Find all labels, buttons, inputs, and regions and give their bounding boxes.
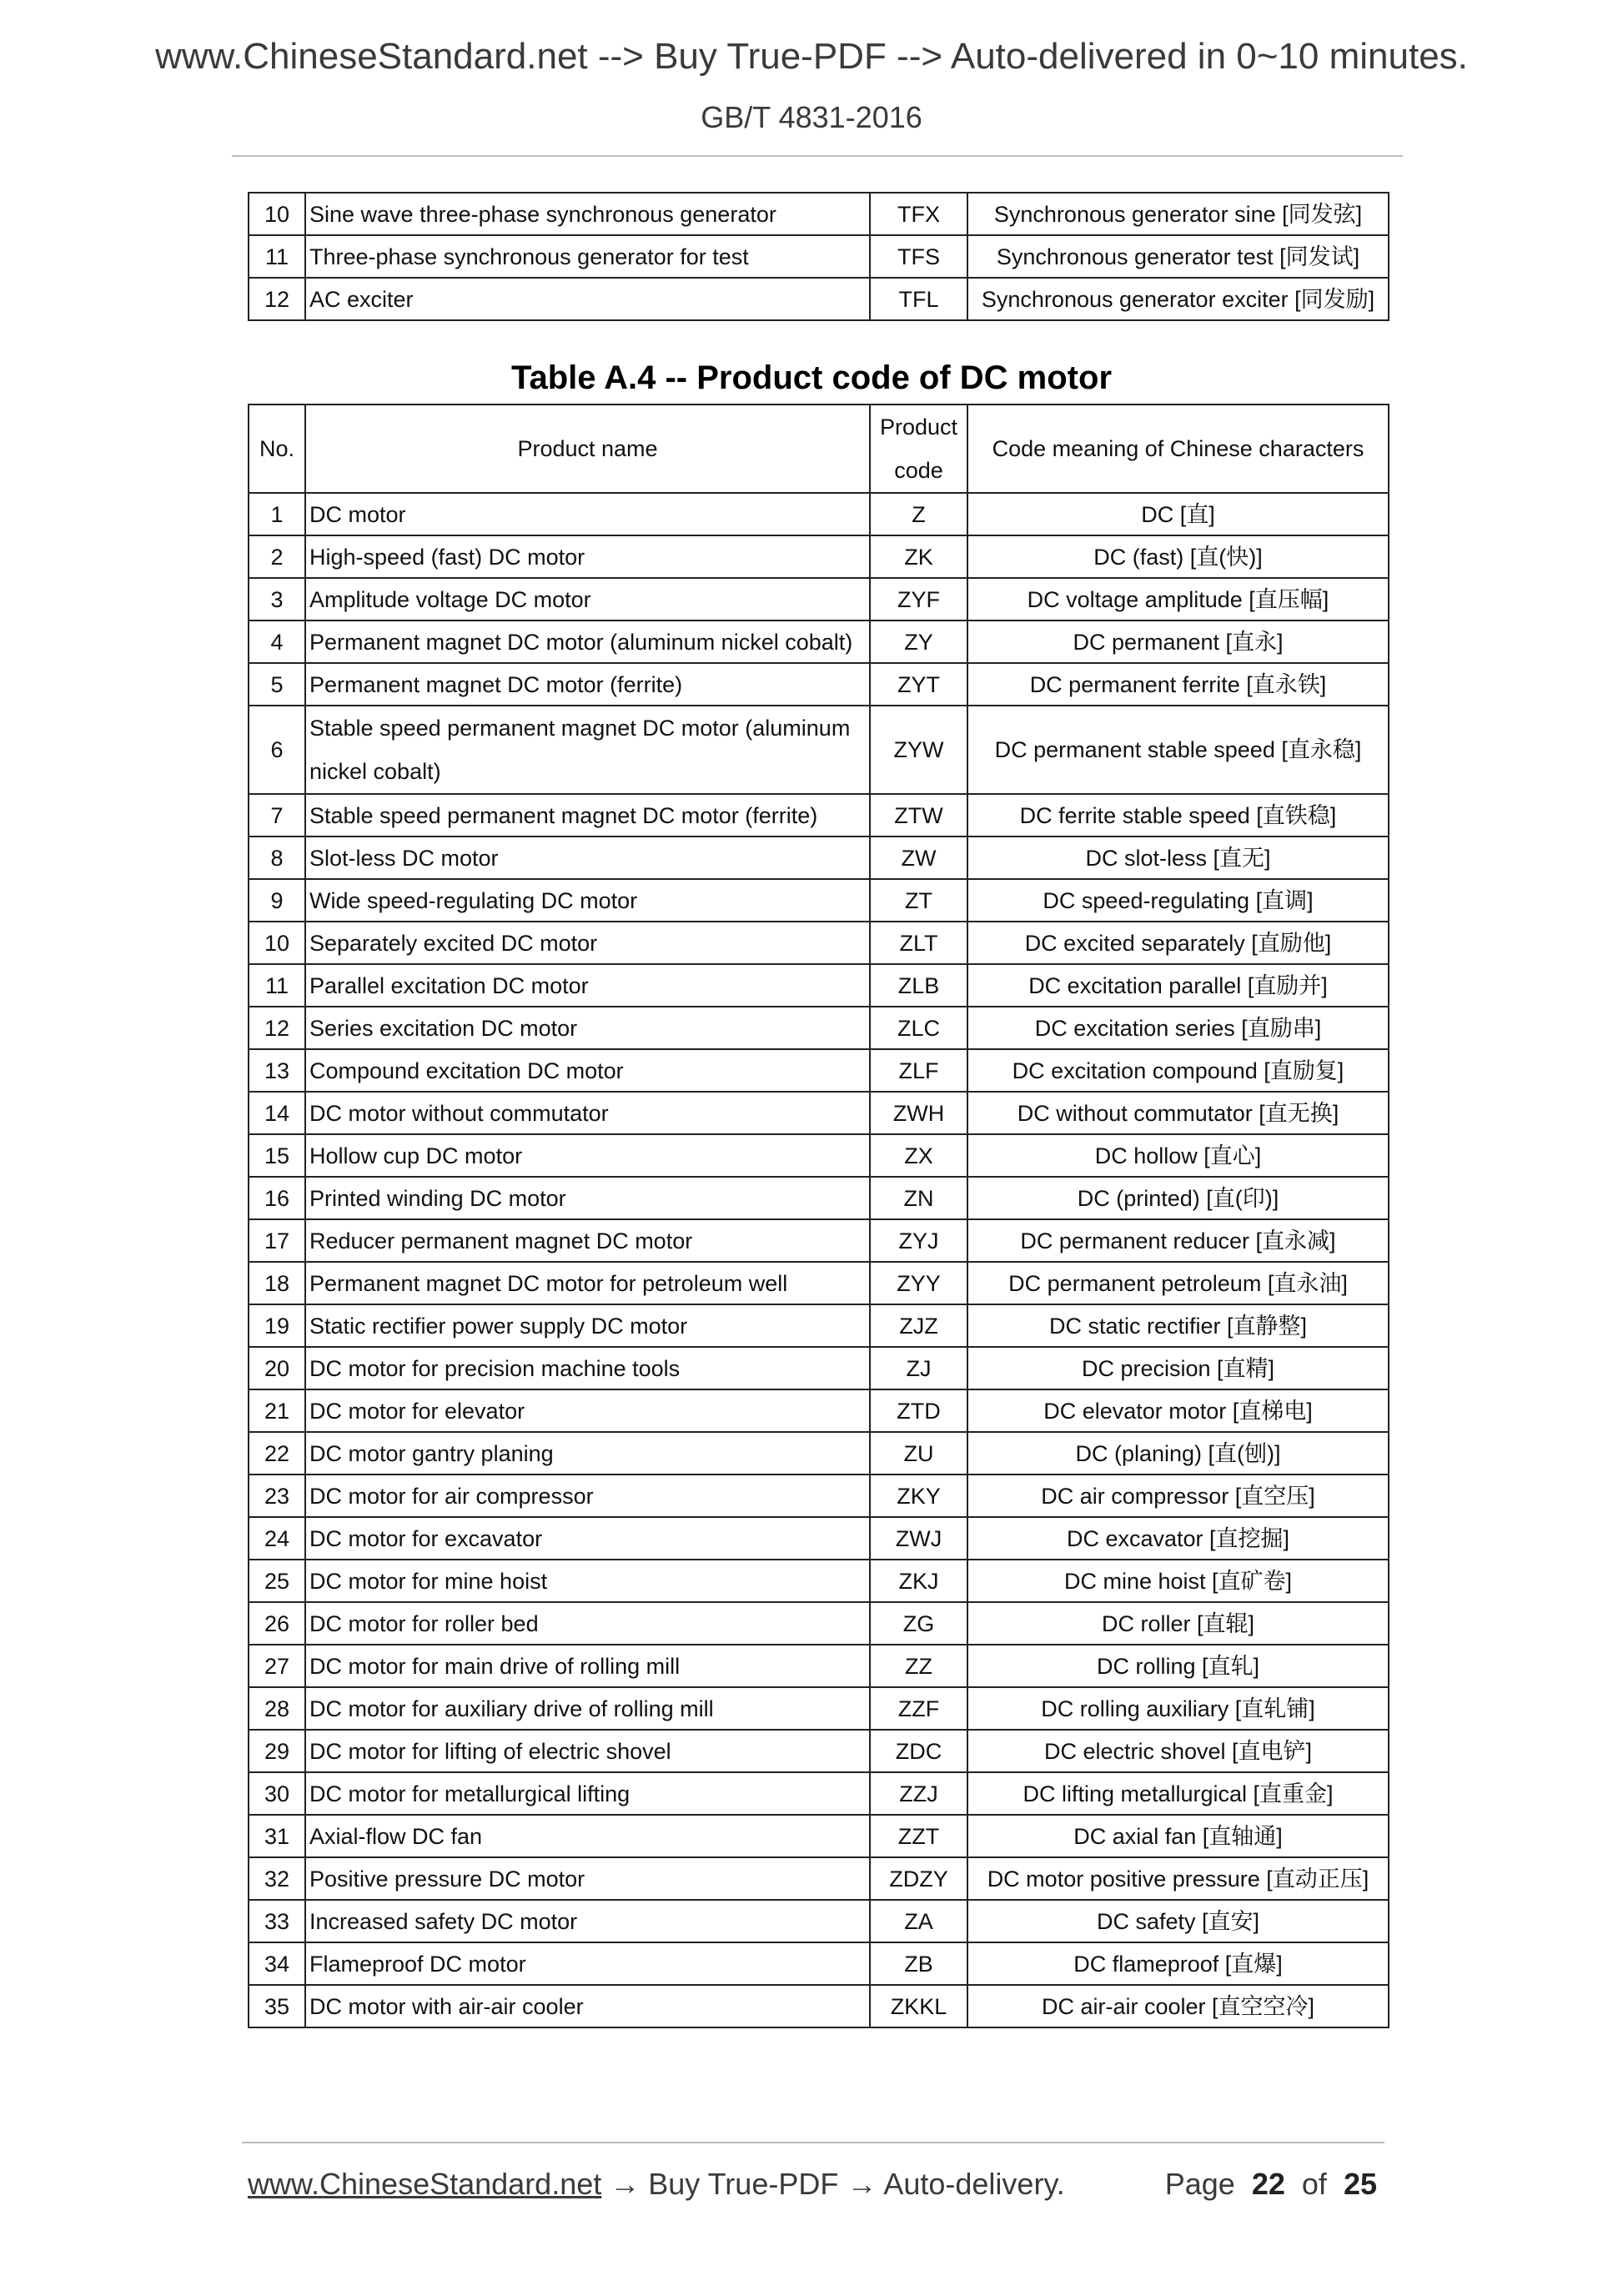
code-meaning: DC axial fan [直轴通] xyxy=(967,1815,1389,1857)
row-number: 11 xyxy=(249,964,305,1007)
code-meaning: Synchronous generator test [同发试] xyxy=(967,235,1389,278)
table-row xyxy=(249,1985,1389,2027)
product-code: ZZ xyxy=(870,1645,967,1687)
product-code: ZB xyxy=(870,1942,967,1985)
product-code: ZTW xyxy=(870,794,967,837)
product-code: ZKJ xyxy=(870,1560,967,1602)
product-name: Flameproof DC motor xyxy=(305,1942,870,1985)
code-meaning: DC permanent stable speed [直永稳] xyxy=(967,706,1389,794)
header-banner: www.ChineseStandard.net --> Buy True-PDF --> Auto-delivered in 0~10 minutes. xyxy=(155,36,1468,77)
code-meaning: DC excitation series [直励串] xyxy=(967,1007,1389,1049)
product-name: DC motor for precision machine tools xyxy=(305,1347,870,1389)
product-name: Amplitude voltage DC motor xyxy=(305,578,870,620)
product-name: Slot-less DC motor xyxy=(305,837,870,879)
header-product-code-line2: code xyxy=(894,458,943,483)
dc-motor-table-body xyxy=(249,493,1389,2027)
table-row xyxy=(249,922,1389,964)
row-number: 17 xyxy=(249,1219,305,1262)
product-name: DC motor for excavator xyxy=(305,1517,870,1560)
product-name: Wide speed-regulating DC motor xyxy=(305,879,870,922)
code-meaning: DC permanent reducer [直永减] xyxy=(967,1219,1389,1262)
table-title: Table A.4 -- Product code of DC motor xyxy=(510,359,1113,396)
table-row xyxy=(249,235,1389,278)
row-number: 9 xyxy=(249,879,305,922)
product-code: ZDC xyxy=(870,1730,967,1772)
product-name: Printed winding DC motor xyxy=(305,1177,870,1219)
row-number: 12 xyxy=(249,1007,305,1049)
product-code: ZT xyxy=(870,879,967,922)
product-code: ZZT xyxy=(870,1815,967,1857)
standard-number: GB/T 4831-2016 xyxy=(701,100,922,134)
code-meaning: DC static rectifier [直静整] xyxy=(967,1304,1389,1347)
row-number: 20 xyxy=(249,1347,305,1389)
product-name: DC motor for main drive of rolling mill xyxy=(305,1645,870,1687)
table-row xyxy=(249,1815,1389,1857)
code-meaning: DC safety [直安] xyxy=(967,1900,1389,1942)
code-meaning: Synchronous generator exciter [同发励] xyxy=(967,278,1389,320)
product-code: ZW xyxy=(870,837,967,879)
table-header-row xyxy=(249,404,1389,493)
product-name: Positive pressure DC motor xyxy=(305,1857,870,1900)
row-number: 21 xyxy=(249,1389,305,1432)
row-number: 26 xyxy=(249,1602,305,1645)
code-meaning: DC permanent petroleum [直永油] xyxy=(967,1262,1389,1304)
product-code: ZYW xyxy=(870,706,967,794)
code-meaning: DC hollow [直心] xyxy=(967,1134,1389,1177)
product-name: Axial-flow DC fan xyxy=(305,1815,870,1857)
code-meaning: DC speed-regulating [直调] xyxy=(967,879,1389,922)
page-of: of xyxy=(1301,2167,1327,2201)
row-number: 19 xyxy=(249,1304,305,1347)
product-name: High-speed (fast) DC motor xyxy=(305,535,870,578)
product-name: Compound excitation DC motor xyxy=(305,1049,870,1092)
product-code: ZY xyxy=(870,620,967,663)
table-row xyxy=(249,1687,1389,1730)
row-number: 23 xyxy=(249,1475,305,1517)
product-name: DC motor xyxy=(305,493,870,535)
code-meaning: DC (fast) [直(快)] xyxy=(967,535,1389,578)
page-current: 22 xyxy=(1251,2167,1285,2201)
code-meaning: DC excited separately [直励他] xyxy=(967,922,1389,964)
dc-motor-code-table xyxy=(248,404,1389,2028)
table-row xyxy=(249,620,1389,663)
code-meaning: DC lifting metallurgical [直重金] xyxy=(967,1772,1389,1815)
row-number: 14 xyxy=(249,1092,305,1134)
code-meaning: DC (printed) [直(印)] xyxy=(967,1177,1389,1219)
code-meaning: DC voltage amplitude [直压幅] xyxy=(967,578,1389,620)
row-number: 5 xyxy=(249,663,305,706)
row-number: 32 xyxy=(249,1857,305,1900)
product-name: Permanent magnet DC motor for petroleum well xyxy=(305,1262,870,1304)
code-meaning: DC precision [直精] xyxy=(967,1347,1389,1389)
product-code: ZJ xyxy=(870,1347,967,1389)
product-code: ZU xyxy=(870,1432,967,1475)
table-row xyxy=(249,1134,1389,1177)
product-name: DC motor for mine hoist xyxy=(305,1560,870,1602)
code-meaning: DC excitation parallel [直励并] xyxy=(967,964,1389,1007)
product-code: ZKY xyxy=(870,1475,967,1517)
footer-left xyxy=(248,2165,1065,2203)
row-number: 2 xyxy=(249,535,305,578)
table-row xyxy=(249,1347,1389,1389)
row-number: 24 xyxy=(249,1517,305,1560)
code-meaning: DC mine hoist [直矿卷] xyxy=(967,1560,1389,1602)
table-row xyxy=(249,1475,1389,1517)
product-name: Parallel excitation DC motor xyxy=(305,964,870,1007)
product-code: ZLF xyxy=(870,1049,967,1092)
table-row xyxy=(249,837,1389,879)
table-row xyxy=(249,1942,1389,1985)
product-name: DC motor without commutator xyxy=(305,1092,870,1134)
continued-table-body xyxy=(249,193,1389,320)
product-code: ZDZY xyxy=(870,1857,967,1900)
product-code: ZWJ xyxy=(870,1517,967,1560)
footer-site-link[interactable]: www.ChineseStandard.net xyxy=(248,2167,602,2201)
row-number: 3 xyxy=(249,578,305,620)
row-number: 33 xyxy=(249,1900,305,1942)
product-name: Static rectifier power supply DC motor xyxy=(305,1304,870,1347)
row-number: 8 xyxy=(249,837,305,879)
row-number: 12 xyxy=(249,278,305,320)
header-product-code-line1: Product xyxy=(879,414,958,440)
table-row xyxy=(249,535,1389,578)
code-meaning: DC air-air cooler [直空空冷] xyxy=(967,1985,1389,2027)
table-row xyxy=(249,493,1389,535)
product-code: ZZF xyxy=(870,1687,967,1730)
table-row xyxy=(249,1857,1389,1900)
product-code: ZG xyxy=(870,1602,967,1645)
product-name: DC motor for elevator xyxy=(305,1389,870,1432)
product-name: DC motor for air compressor xyxy=(305,1475,870,1517)
product-name: DC motor for auxiliary drive of rolling mill xyxy=(305,1687,870,1730)
table-row xyxy=(249,1517,1389,1560)
product-code: TFL xyxy=(870,278,967,320)
product-code: ZTD xyxy=(870,1389,967,1432)
product-code: ZK xyxy=(870,535,967,578)
code-meaning: DC slot-less [直无] xyxy=(967,837,1389,879)
page-label: Page xyxy=(1164,2167,1235,2201)
row-number: 16 xyxy=(249,1177,305,1219)
table-row xyxy=(249,1432,1389,1475)
product-code: ZYJ xyxy=(870,1219,967,1262)
footer-divider xyxy=(242,2142,1384,2143)
product-name: DC motor for lifting of electric shovel xyxy=(305,1730,870,1772)
product-name: Stable speed permanent magnet DC motor (ferrite) xyxy=(305,794,870,837)
table-row xyxy=(249,193,1389,235)
product-code: ZLC xyxy=(870,1007,967,1049)
product-name: Three-phase synchronous generator for test xyxy=(305,235,870,278)
product-code: TFS xyxy=(870,235,967,278)
page-total: 25 xyxy=(1343,2167,1377,2201)
table-row xyxy=(249,1560,1389,1602)
header-code-meaning: Code meaning of Chinese characters xyxy=(967,404,1389,493)
product-name: Permanent magnet DC motor (aluminum nickel cobalt) xyxy=(305,620,870,663)
row-number: 10 xyxy=(249,193,305,235)
code-meaning: Synchronous generator sine [同发弦] xyxy=(967,193,1389,235)
product-name: DC motor for roller bed xyxy=(305,1602,870,1645)
product-code: ZLB xyxy=(870,964,967,1007)
table-row xyxy=(249,1900,1389,1942)
code-meaning: DC rolling auxiliary [直轧铺] xyxy=(967,1687,1389,1730)
product-code: ZA xyxy=(870,1900,967,1942)
row-number: 15 xyxy=(249,1134,305,1177)
row-number: 22 xyxy=(249,1432,305,1475)
code-meaning: DC ferrite stable speed [直铁稳] xyxy=(967,794,1389,837)
product-name: Series excitation DC motor xyxy=(305,1007,870,1049)
row-number: 25 xyxy=(249,1560,305,1602)
row-number: 11 xyxy=(249,235,305,278)
table-row xyxy=(249,1092,1389,1134)
code-meaning: DC excitation compound [直励复] xyxy=(967,1049,1389,1092)
page-indicator xyxy=(1165,2165,1377,2203)
row-number: 30 xyxy=(249,1772,305,1815)
row-number: 29 xyxy=(249,1730,305,1772)
code-meaning: DC excavator [直挖掘] xyxy=(967,1517,1389,1560)
product-code: Z xyxy=(870,493,967,535)
product-code: ZKKL xyxy=(870,1985,967,2027)
table-row xyxy=(249,278,1389,320)
table-row xyxy=(249,1262,1389,1304)
table-row xyxy=(249,1007,1389,1049)
product-name: DC motor gantry planing xyxy=(305,1432,870,1475)
table-row xyxy=(249,1219,1389,1262)
table-row xyxy=(249,964,1389,1007)
continued-table xyxy=(248,192,1389,321)
row-number: 28 xyxy=(249,1687,305,1730)
row-number: 7 xyxy=(249,794,305,837)
table-row xyxy=(249,706,1389,794)
row-number: 34 xyxy=(249,1942,305,1985)
header-no: No. xyxy=(249,404,305,493)
header-product-name: Product name xyxy=(305,404,870,493)
code-meaning: DC (planing) [直(刨)] xyxy=(967,1432,1389,1475)
code-meaning: DC permanent ferrite [直永铁] xyxy=(967,663,1389,706)
product-name: Hollow cup DC motor xyxy=(305,1134,870,1177)
footer-tagline: → Buy True-PDF → Auto-delivery. xyxy=(610,2167,1065,2201)
table-row xyxy=(249,1602,1389,1645)
product-code: ZWH xyxy=(870,1092,967,1134)
product-name: Permanent magnet DC motor (ferrite) xyxy=(305,663,870,706)
row-number: 4 xyxy=(249,620,305,663)
product-code: ZX xyxy=(870,1134,967,1177)
code-meaning: DC air compressor [直空压] xyxy=(967,1475,1389,1517)
code-meaning: DC permanent [直永] xyxy=(967,620,1389,663)
product-name: Stable speed permanent magnet DC motor (aluminum nickel cobalt) xyxy=(305,706,870,794)
code-meaning: DC motor positive pressure [直动正压] xyxy=(967,1857,1389,1900)
row-number: 6 xyxy=(249,706,305,794)
table-row xyxy=(249,1177,1389,1219)
code-meaning: DC electric shovel [直电铲] xyxy=(967,1730,1389,1772)
code-meaning: DC flameproof [直爆] xyxy=(967,1942,1389,1985)
product-code: ZN xyxy=(870,1177,967,1219)
table-row xyxy=(249,1304,1389,1347)
table-row xyxy=(249,1730,1389,1772)
row-number: 13 xyxy=(249,1049,305,1092)
table-row xyxy=(249,879,1389,922)
product-code: ZYF xyxy=(870,578,967,620)
product-name: DC motor for metallurgical lifting xyxy=(305,1772,870,1815)
row-number: 31 xyxy=(249,1815,305,1857)
product-code: TFX xyxy=(870,193,967,235)
row-number: 27 xyxy=(249,1645,305,1687)
product-code: ZZJ xyxy=(870,1772,967,1815)
row-number: 1 xyxy=(249,493,305,535)
header-divider xyxy=(232,155,1403,157)
code-meaning: DC without commutator [直无换] xyxy=(967,1092,1389,1134)
product-code: ZYT xyxy=(870,663,967,706)
product-code: ZLT xyxy=(870,922,967,964)
table-row xyxy=(249,1772,1389,1815)
code-meaning: DC [直] xyxy=(967,493,1389,535)
product-name: AC exciter xyxy=(305,278,870,320)
product-name: Increased safety DC motor xyxy=(305,1900,870,1942)
product-code: ZJZ xyxy=(870,1304,967,1347)
code-meaning: DC rolling [直轧] xyxy=(967,1645,1389,1687)
product-name: DC motor with air-air cooler xyxy=(305,1985,870,2027)
table-row xyxy=(249,1645,1389,1687)
product-name: Separately excited DC motor xyxy=(305,922,870,964)
code-meaning: DC roller [直辊] xyxy=(967,1602,1389,1645)
product-name: Sine wave three-phase synchronous generator xyxy=(305,193,870,235)
table-row xyxy=(249,794,1389,837)
row-number: 18 xyxy=(249,1262,305,1304)
header-product-code xyxy=(870,404,967,493)
table-row xyxy=(249,578,1389,620)
table-row xyxy=(249,663,1389,706)
row-number: 35 xyxy=(249,1985,305,2027)
row-number: 10 xyxy=(249,922,305,964)
product-name: Reducer permanent magnet DC motor xyxy=(305,1219,870,1262)
table-row xyxy=(249,1049,1389,1092)
code-meaning: DC elevator motor [直梯电] xyxy=(967,1389,1389,1432)
table-row xyxy=(249,1389,1389,1432)
product-code: ZYY xyxy=(870,1262,967,1304)
